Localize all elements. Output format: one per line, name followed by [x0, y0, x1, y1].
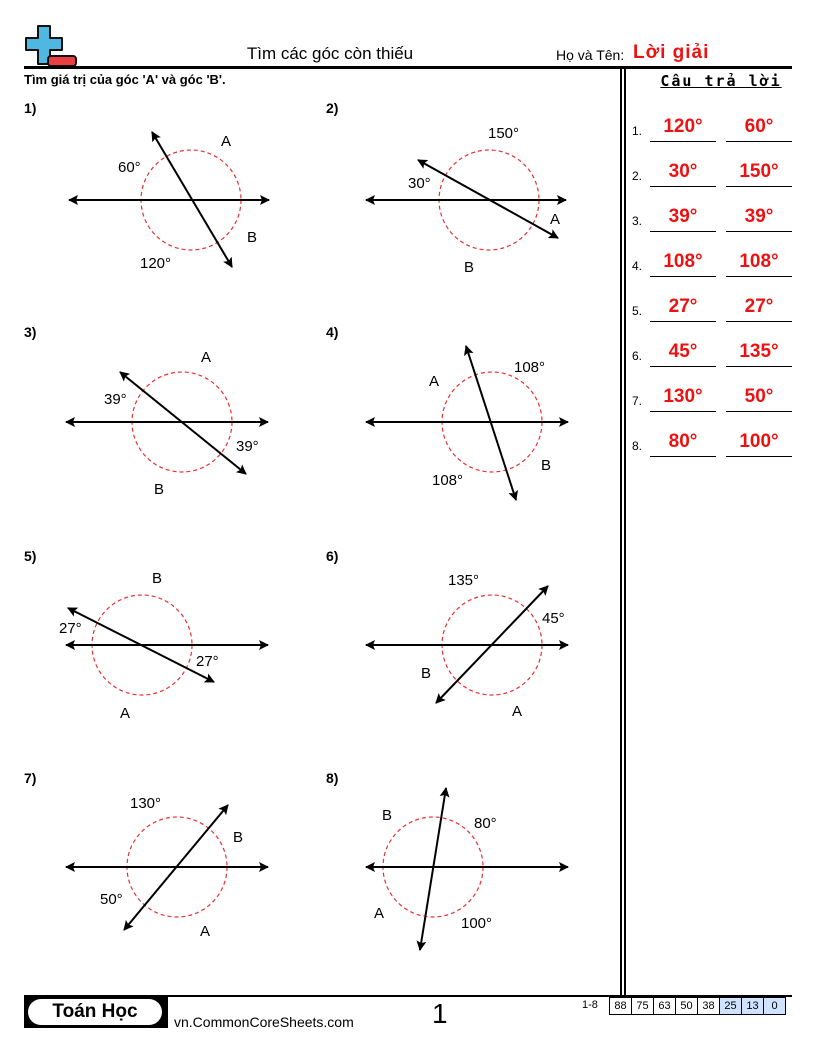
- score-cell: 63: [654, 998, 676, 1015]
- angle-b-label: B: [421, 665, 432, 682]
- answer-a: 80°: [650, 430, 716, 457]
- instruction-text: Tìm giá trị của góc 'A' và góc 'B'.: [24, 72, 226, 87]
- angle-diagram: [326, 548, 626, 748]
- given-angle-label: 130°: [130, 795, 162, 812]
- answer-number: 1.: [632, 124, 643, 138]
- problem-number: 4): [326, 324, 339, 340]
- problem-8: [326, 770, 626, 980]
- problem-number: 2): [326, 100, 339, 116]
- answer-b: 100°: [726, 430, 792, 457]
- answer-number: 8.: [632, 439, 643, 453]
- given-angle-label: 150°: [488, 125, 520, 142]
- problem-6: [326, 548, 626, 758]
- angle-diagram: [326, 100, 626, 300]
- score-range-label: 1-8: [582, 999, 598, 1011]
- answer-row: [632, 427, 802, 457]
- angle-a-label: A: [201, 349, 212, 366]
- given-angle-label: 27°: [196, 653, 219, 670]
- score-cell: 88: [610, 998, 632, 1015]
- angle-a-label: A: [200, 923, 211, 940]
- answer-number: 4.: [632, 259, 643, 273]
- given-angle-label: 108°: [432, 472, 464, 489]
- problem-2: [326, 100, 626, 310]
- score-cell: 38: [698, 998, 720, 1015]
- score-cell: 13: [742, 998, 764, 1015]
- header-divider: [24, 66, 792, 69]
- given-angle-label: 30°: [408, 175, 431, 192]
- given-angle-label: 135°: [448, 572, 480, 589]
- problem-number: 1): [24, 100, 37, 116]
- score-cell: 75: [632, 998, 654, 1015]
- answer-number: 7.: [632, 394, 643, 408]
- answer-b: 50°: [726, 385, 792, 412]
- name-label: Họ và Tên:: [556, 47, 625, 63]
- answer-row: [632, 292, 802, 322]
- angle-b-label: B: [541, 457, 552, 474]
- given-angle-label: 60°: [118, 159, 141, 176]
- plus-minus-logo-icon: [24, 24, 80, 68]
- answer-row: [632, 247, 802, 277]
- angle-b-label: B: [154, 481, 165, 498]
- answer-a: 130°: [650, 385, 716, 412]
- answer-a: 120°: [650, 115, 716, 142]
- angle-a-label: A: [120, 705, 131, 722]
- answer-b: 27°: [726, 295, 792, 322]
- answer-number: 5.: [632, 304, 643, 318]
- angle-b-label: B: [382, 807, 393, 824]
- angle-diagram: [326, 770, 626, 970]
- problem-3: [24, 324, 324, 534]
- angle-diagram: [24, 770, 324, 970]
- answer-row: [632, 337, 802, 367]
- answer-b: 108°: [726, 250, 792, 277]
- problem-4: [326, 324, 626, 534]
- angle-b-label: B: [152, 570, 163, 587]
- given-angle-label: 39°: [104, 391, 127, 408]
- score-cell: 50: [676, 998, 698, 1015]
- angle-a-label: A: [374, 905, 385, 922]
- given-angle-label: 50°: [100, 891, 123, 908]
- score-table: [609, 997, 786, 1015]
- name-value: Lời giải: [633, 42, 710, 63]
- problem-number: 6): [326, 548, 339, 564]
- problem-number: 5): [24, 548, 37, 564]
- answer-number: 6.: [632, 349, 643, 363]
- answer-a: 30°: [650, 160, 716, 187]
- page-number: 1: [432, 998, 448, 1029]
- problem-5: [24, 548, 324, 758]
- angle-a-label: A: [550, 211, 561, 228]
- problem-number: 8): [326, 770, 339, 786]
- problem-number: 7): [24, 770, 37, 786]
- answer-a: 39°: [650, 205, 716, 232]
- answer-row: [632, 382, 802, 412]
- angle-a-label: A: [429, 373, 440, 390]
- given-angle-label: 120°: [140, 255, 172, 272]
- answer-number: 2.: [632, 169, 643, 183]
- given-angle-label: 45°: [542, 610, 565, 627]
- angle-a-label: A: [512, 703, 523, 720]
- answer-row: [632, 202, 802, 232]
- answer-b: 60°: [726, 115, 792, 142]
- given-angle-label: 80°: [474, 815, 497, 832]
- worksheet-title: Tìm các góc còn thiếu: [246, 44, 414, 63]
- answer-key-title: Câu trả lời: [660, 72, 782, 90]
- answer-a: 45°: [650, 340, 716, 367]
- problem-7: [24, 770, 324, 980]
- given-angle-label: 39°: [236, 438, 259, 455]
- answer-a: 27°: [650, 295, 716, 322]
- angle-a-label: A: [221, 133, 232, 150]
- angle-diagram: [326, 324, 626, 524]
- angle-b-label: B: [233, 829, 244, 846]
- problem-1: [24, 100, 324, 310]
- angle-diagram: [24, 548, 324, 748]
- answer-row: [632, 157, 802, 187]
- answer-a: 108°: [650, 250, 716, 277]
- angle-diagram: [24, 324, 324, 524]
- angle-b-label: B: [464, 259, 475, 276]
- score-cell: 25: [720, 998, 742, 1015]
- answer-number: 3.: [632, 214, 643, 228]
- given-angle-label: 108°: [514, 359, 546, 376]
- problem-number: 3): [24, 324, 37, 340]
- angle-b-label: B: [247, 229, 258, 246]
- score-cell: 0: [764, 998, 786, 1015]
- given-angle-label: 27°: [59, 620, 82, 637]
- answer-b: 39°: [726, 205, 792, 232]
- answer-b: 135°: [726, 340, 792, 367]
- brand-label: Toán Học: [28, 999, 162, 1025]
- angle-diagram: [24, 100, 324, 300]
- answer-b: 150°: [726, 160, 792, 187]
- answer-row: [632, 112, 802, 142]
- site-link[interactable]: vn.CommonCoreSheets.com: [174, 1014, 354, 1030]
- given-angle-label: 100°: [461, 915, 493, 932]
